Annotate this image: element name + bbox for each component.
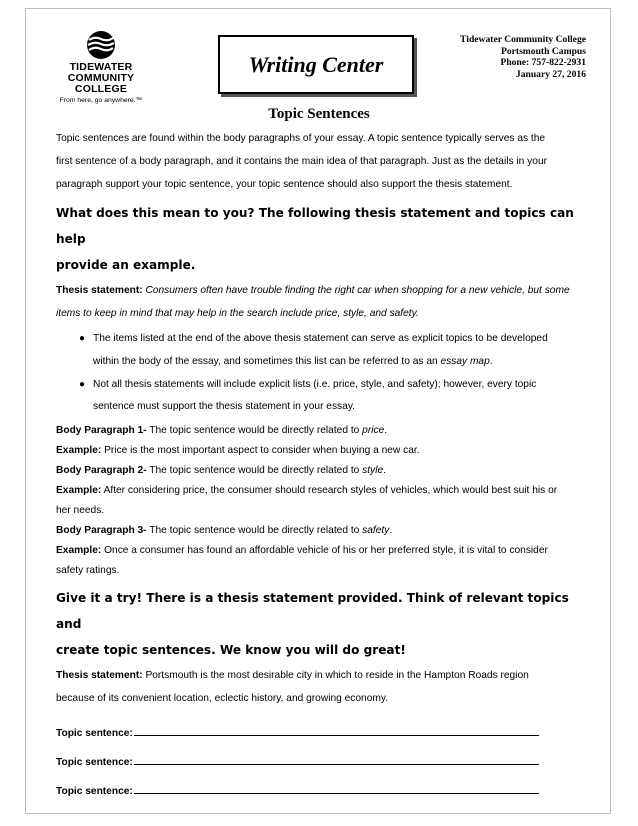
info-campus: Portsmouth Campus: [500, 45, 586, 57]
section-heading: [56, 200, 596, 278]
section-heading: [56, 585, 596, 663]
emphasis: style: [362, 465, 384, 477]
bullet2-line1: Not all thesis statements will include explicit lists (i.e. price, style, and safety); however, every topic: [93, 378, 537, 390]
topic-sentence-line: [56, 719, 596, 748]
text: The topic sentence would be directly related to: [146, 525, 363, 537]
end: .: [389, 525, 393, 537]
body-paragraph-1: [56, 421, 596, 441]
topic-sentence-blank[interactable]: [134, 781, 539, 794]
text: The topic sentence would be directly related to: [146, 465, 363, 477]
page-title: Topic Sentences: [268, 106, 370, 122]
logo-line1: TIDEWATER: [69, 61, 133, 73]
document-body: [56, 128, 596, 806]
bullet-list: [56, 328, 596, 419]
example-1: [56, 441, 596, 461]
label: Body Paragraph 2-: [56, 465, 147, 477]
college-info: [416, 34, 586, 80]
body-paragraph-3: [56, 521, 596, 541]
thesis-text-line2: items to keep in mind that may help in the search include price, style, and safety.: [56, 308, 419, 320]
text: Once a consumer has found an affordable vehicle of his or her preferred style, it is vital to consider: [101, 545, 548, 557]
topic-sentence-line: [56, 777, 596, 806]
writing-center-title: Writing Center: [248, 51, 384, 77]
thesis-text-line1: Consumers often have trouble finding the right car when shopping for a new vehicle, but some: [145, 285, 570, 297]
bullet2-line2: sentence must support the thesis statement in your essay.: [93, 401, 355, 413]
end: .: [384, 425, 388, 437]
topic-sentence-label: Topic sentence:: [56, 727, 133, 739]
list-item: [56, 328, 596, 374]
info-college: Tidewater Community College: [460, 34, 586, 45]
logo-tagline: From here, go anywhere.™: [59, 97, 143, 104]
text: The topic sentence would be directly related to: [146, 425, 363, 437]
text: After considering price, the consumer should research styles of vehicles, which would best suit his or: [101, 485, 558, 497]
text: Price is the most important aspect to consider when buying a new car.: [101, 445, 420, 457]
label: Example:: [56, 485, 102, 497]
topic-sentence-label: Topic sentence:: [56, 756, 133, 768]
intro-line: first sentence of a body paragraph, and it contains the main idea of that paragraph. Just as the details in your: [56, 155, 547, 167]
info-phone: Phone: 757-822-2931: [500, 57, 586, 68]
list-item: [56, 374, 596, 420]
bullet1-end: .: [489, 355, 493, 367]
thesis-label: Thesis statement:: [56, 285, 143, 297]
emphasis: price: [362, 425, 385, 437]
bullet-icon: ●: [79, 332, 86, 344]
topic-sentence-blank[interactable]: [134, 723, 539, 736]
topic-sentence-blank[interactable]: [134, 752, 539, 765]
text-line2: safety ratings.: [56, 565, 120, 577]
bullet-icon: ●: [79, 378, 86, 390]
info-date: January 27, 2016: [515, 68, 586, 80]
bullet1-line2: within the body of the essay, and sometimes this list can be referred to as an: [93, 355, 441, 367]
thesis-statement: [56, 280, 596, 303]
topic-sentence-line: [56, 748, 596, 777]
thesis-statement-2: [56, 665, 596, 688]
bullet1-essay-map: essay map: [440, 355, 490, 367]
label: Body Paragraph 1-: [56, 425, 147, 437]
thesis2-line2: because of its convenient location, eclectic history, and growing economy.: [56, 692, 389, 704]
emphasis: safety: [362, 525, 390, 537]
intro-line: Topic sentences are found within the body paragraphs of your essay. A topic sentence typically serves as the: [56, 133, 546, 144]
logo-line2: COMMUNITY COLLEGE: [67, 72, 135, 95]
example-2: [56, 481, 596, 521]
label: Example:: [56, 445, 102, 457]
heading2-line1: Give it a try! There is a thesis statement provided. Think of relevant topics and: [56, 591, 569, 632]
writing-center-box: [218, 35, 414, 94]
label: Example:: [56, 545, 102, 557]
label: Body Paragraph 3-: [56, 525, 147, 537]
bullet1-line1: The items listed at the end of the above thesis statement can serve as explicit topics to be developed: [93, 332, 548, 344]
heading1-line2: provide an example.: [56, 258, 196, 273]
body-paragraph-2: [56, 461, 596, 481]
heading2-line2: create topic sentences. We know you will do great!: [56, 643, 406, 658]
heading1-line1: What does this mean to you? The following thesis statement and topics can help: [56, 206, 574, 247]
end: .: [383, 465, 386, 477]
intro-line: paragraph support your topic sentence, your topic sentence should also support the thesis statement.: [56, 178, 513, 190]
thesis2-label: Thesis statement:: [56, 670, 143, 682]
wave-emblem-icon: [86, 28, 116, 62]
thesis2-line1: Portsmouth is the most desirable city in which to reside in the Hampton Roads region: [142, 670, 529, 682]
college-logo: [45, 28, 157, 105]
topic-sentence-label: Topic sentence:: [56, 785, 133, 797]
example-3: [56, 541, 596, 581]
text-line2: her needs.: [56, 505, 105, 517]
